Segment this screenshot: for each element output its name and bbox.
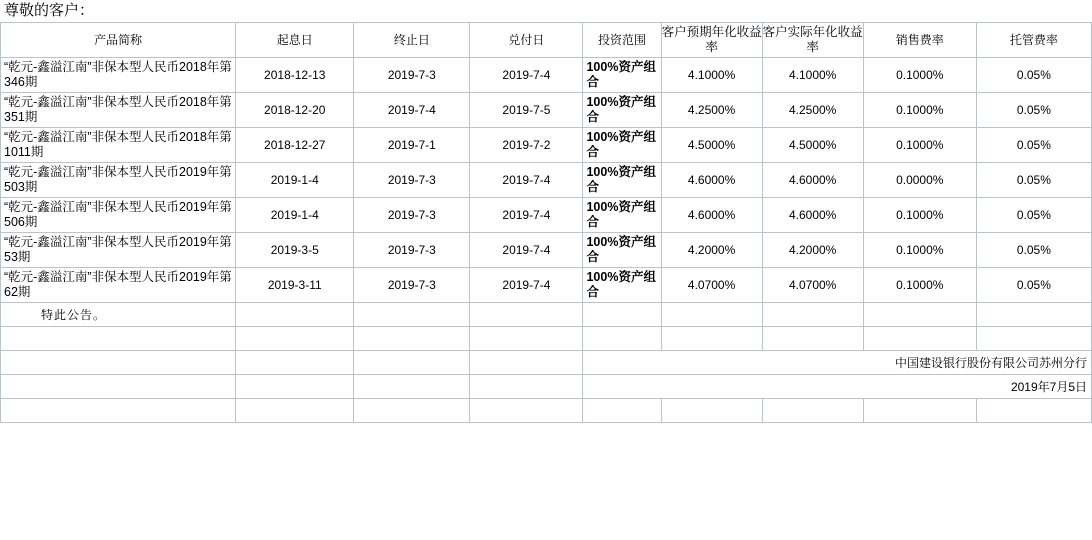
cell-product-name: “乾元-鑫溢江南”非保本型人民币2018年第351期	[1, 93, 236, 128]
cell-start-date: 2018-12-27	[236, 128, 354, 163]
notice-row	[1, 303, 1092, 327]
cell-start-date: 2019-1-4	[236, 163, 354, 198]
cell-end-date: 2019-7-4	[354, 93, 470, 128]
cell-pay-date: 2019-7-4	[470, 58, 583, 93]
blank-cell	[354, 375, 470, 399]
blank-cell	[976, 327, 1091, 351]
cell-end-date: 2019-7-1	[354, 128, 470, 163]
blank-cell	[762, 399, 863, 423]
cell-pay-date: 2019-7-4	[470, 163, 583, 198]
col-header-sales-fee: 销售费率	[863, 23, 976, 58]
blank-cell	[470, 351, 583, 375]
table-row	[1, 233, 1092, 268]
cell-start-date: 2018-12-20	[236, 93, 354, 128]
blank-cell	[976, 399, 1091, 423]
cell-product-name: “乾元-鑫溢江南”非保本型人民币2019年第503期	[1, 163, 236, 198]
cell-actual-yield: 4.2000%	[762, 233, 863, 268]
cell-custody-fee: 0.05%	[976, 58, 1091, 93]
cell-custody-fee: 0.05%	[976, 233, 1091, 268]
cell-custody-fee: 0.05%	[976, 128, 1091, 163]
cell-sales-fee: 0.1000%	[863, 93, 976, 128]
blank-cell	[470, 375, 583, 399]
cell-pay-date: 2019-7-4	[470, 268, 583, 303]
blank-cell	[863, 327, 976, 351]
blank-cell	[354, 303, 470, 327]
cell-end-date: 2019-7-3	[354, 58, 470, 93]
cell-sales-fee: 0.0000%	[863, 163, 976, 198]
notice-text: 特此公告。	[1, 303, 236, 327]
cell-actual-yield: 4.6000%	[762, 163, 863, 198]
cell-pay-date: 2019-7-2	[470, 128, 583, 163]
cell-pay-date: 2019-7-4	[470, 233, 583, 268]
cell-actual-yield: 4.0700%	[762, 268, 863, 303]
table-header-row	[1, 23, 1092, 58]
blank-cell	[470, 303, 583, 327]
blank-cell	[762, 327, 863, 351]
signature-date: 2019年7月5日	[583, 375, 1092, 399]
col-header-actual: 客户实际年化收益率	[762, 23, 863, 58]
cell-actual-yield: 4.6000%	[762, 198, 863, 233]
blank-cell	[236, 327, 354, 351]
cell-sales-fee: 0.1000%	[863, 58, 976, 93]
blank-cell	[1, 375, 236, 399]
cell-expected-yield: 4.5000%	[661, 128, 762, 163]
cell-end-date: 2019-7-3	[354, 163, 470, 198]
cell-pay-date: 2019-7-4	[470, 198, 583, 233]
blank-cell	[236, 399, 354, 423]
cell-start-date: 2019-1-4	[236, 198, 354, 233]
blank-cell	[1, 351, 236, 375]
cell-expected-yield: 4.2000%	[661, 233, 762, 268]
blank-cell	[583, 327, 661, 351]
blank-cell	[661, 327, 762, 351]
col-header-pay: 兑付日	[470, 23, 583, 58]
cell-actual-yield: 4.1000%	[762, 58, 863, 93]
blank-cell	[236, 303, 354, 327]
cell-scope: 100%资产组合	[583, 128, 661, 163]
cell-product-name: “乾元-鑫溢江南”非保本型人民币2018年第1011期	[1, 128, 236, 163]
cell-expected-yield: 4.6000%	[661, 198, 762, 233]
blank-cell	[762, 303, 863, 327]
blank-cell	[354, 327, 470, 351]
cell-product-name: “乾元-鑫溢江南”非保本型人民币2019年第62期	[1, 268, 236, 303]
blank-cell	[1, 399, 236, 423]
table-row	[1, 198, 1092, 233]
blank-cell	[236, 375, 354, 399]
cell-sales-fee: 0.1000%	[863, 198, 976, 233]
table-row	[1, 268, 1092, 303]
table-row	[1, 163, 1092, 198]
cell-sales-fee: 0.1000%	[863, 128, 976, 163]
cell-custody-fee: 0.05%	[976, 93, 1091, 128]
cell-scope: 100%资产组合	[583, 198, 661, 233]
blank-cell	[661, 399, 762, 423]
cell-scope: 100%资产组合	[583, 233, 661, 268]
cell-custody-fee: 0.05%	[976, 198, 1091, 233]
cell-sales-fee: 0.1000%	[863, 268, 976, 303]
cell-product-name: “乾元-鑫溢江南”非保本型人民币2019年第53期	[1, 233, 236, 268]
signature-organization: 中国建设银行股份有限公司苏州分行	[583, 351, 1092, 375]
blank-cell	[470, 327, 583, 351]
cell-actual-yield: 4.5000%	[762, 128, 863, 163]
blank-cell	[661, 303, 762, 327]
col-header-end: 终止日	[354, 23, 470, 58]
blank-cell	[470, 399, 583, 423]
table-row	[1, 93, 1092, 128]
col-header-name: 产品简称	[1, 23, 236, 58]
blank-cell	[1, 327, 236, 351]
cell-custody-fee: 0.05%	[976, 268, 1091, 303]
cell-product-name: “乾元-鑫溢江南”非保本型人民币2019年第506期	[1, 198, 236, 233]
cell-end-date: 2019-7-3	[354, 198, 470, 233]
spacer-row	[1, 399, 1092, 423]
cell-scope: 100%资产组合	[583, 163, 661, 198]
table-row	[1, 58, 1092, 93]
col-header-expected: 客户预期年化收益率	[661, 23, 762, 58]
cell-custody-fee: 0.05%	[976, 163, 1091, 198]
product-table	[0, 22, 1092, 423]
cell-start-date: 2018-12-13	[236, 58, 354, 93]
cell-product-name: “乾元-鑫溢江南”非保本型人民币2018年第346期	[1, 58, 236, 93]
cell-expected-yield: 4.1000%	[661, 58, 762, 93]
spacer-row	[1, 327, 1092, 351]
cell-start-date: 2019-3-5	[236, 233, 354, 268]
blank-cell	[354, 351, 470, 375]
cell-scope: 100%资产组合	[583, 93, 661, 128]
table-row	[1, 128, 1092, 163]
cell-expected-yield: 4.2500%	[661, 93, 762, 128]
col-header-start: 起息日	[236, 23, 354, 58]
cell-start-date: 2019-3-11	[236, 268, 354, 303]
col-header-custody-fee: 托管费率	[976, 23, 1091, 58]
cell-end-date: 2019-7-3	[354, 268, 470, 303]
cell-expected-yield: 4.6000%	[661, 163, 762, 198]
greeting-text: 尊敬的客户：	[4, 2, 95, 19]
signature-org-row	[1, 351, 1092, 375]
cell-scope: 100%资产组合	[583, 58, 661, 93]
cell-scope: 100%资产组合	[583, 268, 661, 303]
signature-date-row	[1, 375, 1092, 399]
blank-cell	[236, 351, 354, 375]
cell-actual-yield: 4.2500%	[762, 93, 863, 128]
col-header-scope: 投资范围	[583, 23, 661, 58]
blank-cell	[863, 303, 976, 327]
cell-sales-fee: 0.1000%	[863, 233, 976, 268]
blank-cell	[583, 399, 661, 423]
cell-expected-yield: 4.0700%	[661, 268, 762, 303]
cell-pay-date: 2019-7-5	[470, 93, 583, 128]
blank-cell	[863, 399, 976, 423]
blank-cell	[976, 303, 1091, 327]
blank-cell	[583, 303, 661, 327]
cell-end-date: 2019-7-3	[354, 233, 470, 268]
blank-cell	[354, 399, 470, 423]
